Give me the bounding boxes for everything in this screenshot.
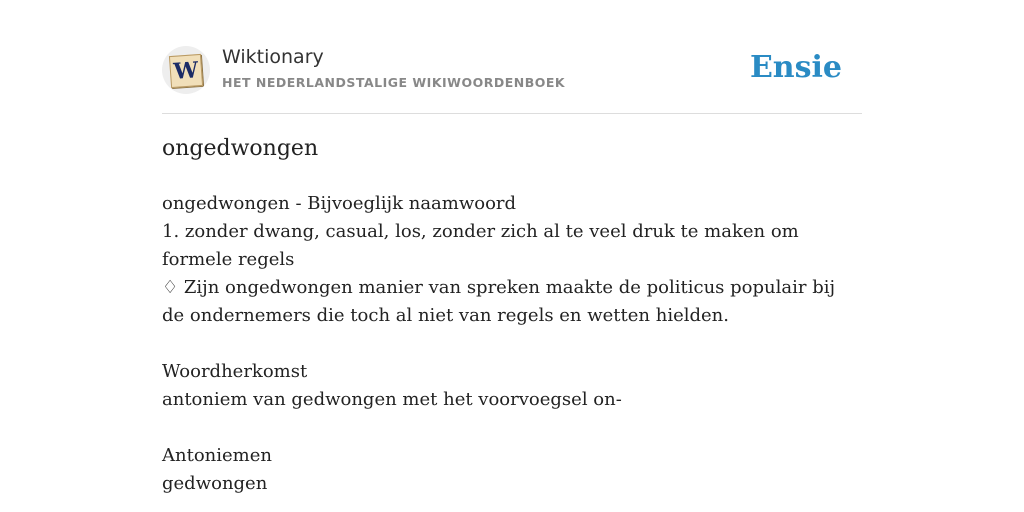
wiktionary-logo-tile-icon: W — [169, 54, 203, 88]
part-of-speech-line: ongedwongen - Bijvoeglijk naamwoord — [162, 193, 517, 214]
spacer — [162, 414, 842, 442]
definition-text: 1. zonder dwang, casual, los, zonder zich al te veel druk te maken om formele regels — [162, 221, 799, 270]
antonyms-text: gedwongen — [162, 473, 268, 494]
etymology-text: antoniem van gedwongen met het voorvoegsel on- — [162, 389, 622, 410]
header-divider — [162, 113, 862, 114]
etymology-heading: Woordherkomst — [162, 361, 308, 382]
spacer — [162, 330, 842, 358]
wiktionary-logo[interactable] — [162, 46, 210, 94]
site-name[interactable]: Wiktionary — [222, 46, 324, 68]
example-text: ♢ Zijn ongedwongen manier van spreken maakte de politicus populair bij de ondernemers die toch al niet van regels en wetten hielden. — [162, 277, 836, 326]
antonyms-heading: Antoniemen — [162, 445, 272, 466]
page-title: ongedwongen — [162, 136, 319, 161]
site-subtitle: HET NEDERLANDSTALIGE WIKIWOORDENBOEK — [222, 75, 566, 90]
site-header — [162, 44, 862, 114]
entry-content — [162, 190, 842, 498]
ensie-logo-link[interactable]: Ensie — [749, 50, 842, 85]
